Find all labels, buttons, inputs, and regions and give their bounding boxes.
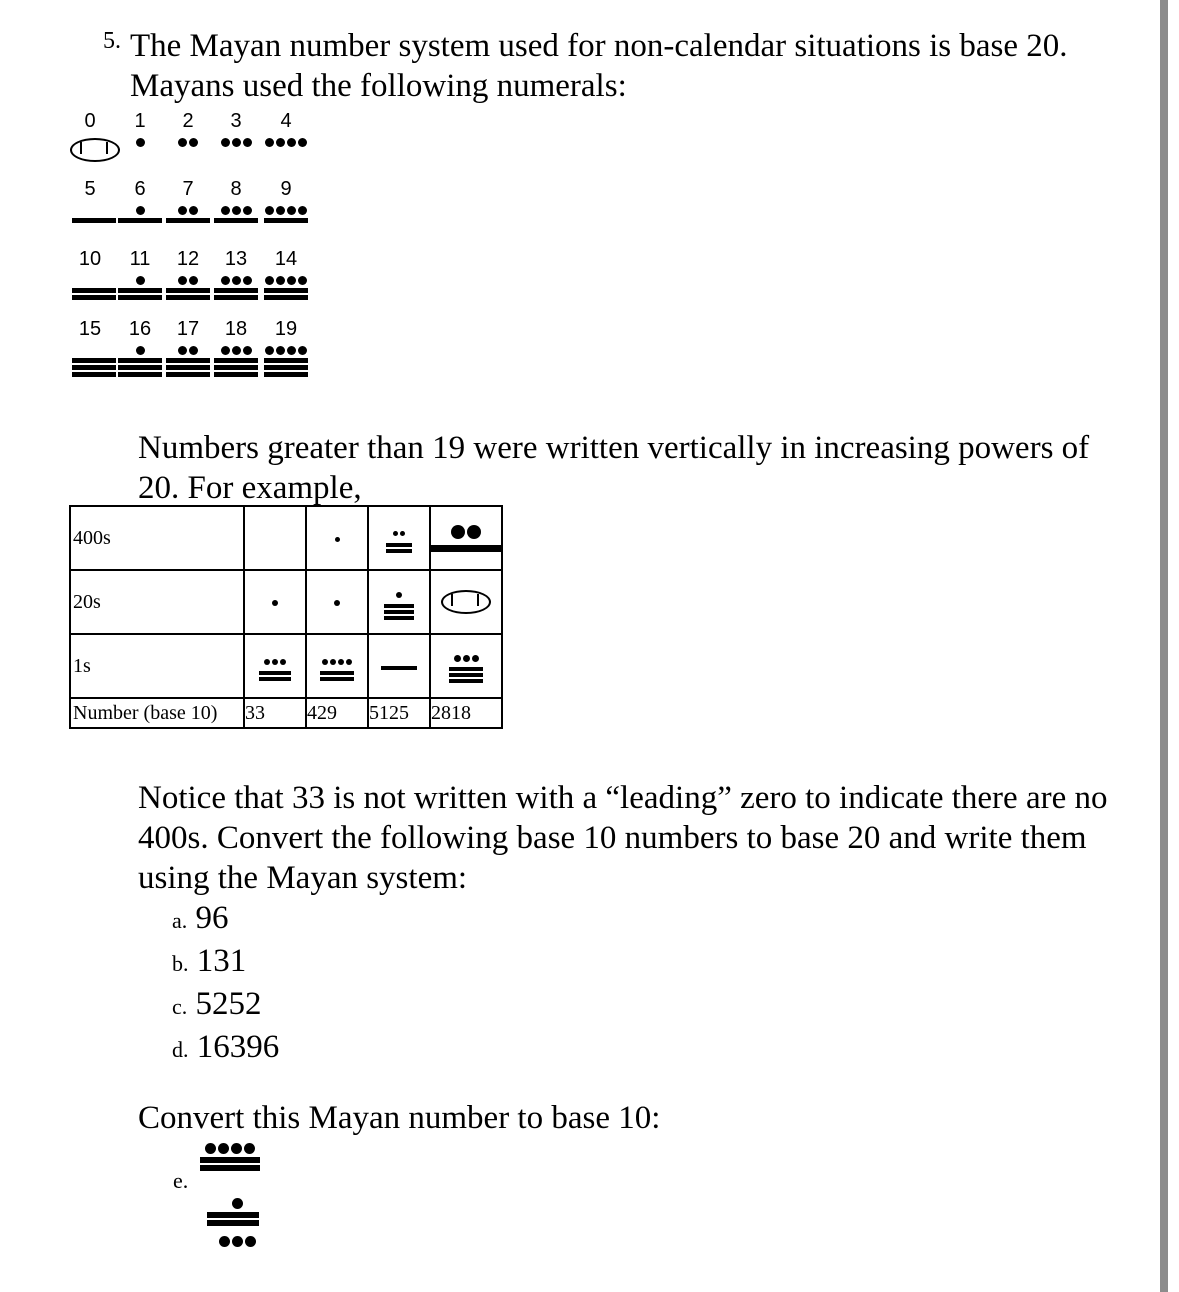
paragraph-instructions: Notice that 33 is not written with a “leading” zero to indicate there are no 400s. Convert the following base 10 numbers to base 20 and write them using the Mayan system: [138, 780, 1108, 896]
numeral-label-12: 12 [176, 248, 200, 270]
cell-5125-1s [368, 634, 430, 698]
cell-429-1s [306, 634, 368, 698]
numeral-16 [118, 346, 162, 377]
row-number-base10 [70, 698, 502, 728]
numeral-chart [70, 110, 320, 390]
numeral-label-14: 14 [274, 248, 298, 270]
row-20s [70, 570, 502, 634]
cell-429-400s [306, 506, 368, 570]
problem-item [172, 1027, 279, 1070]
problem-item [172, 898, 279, 941]
numeral-label-19: 19 [274, 318, 298, 340]
row-400s [70, 506, 502, 570]
item-value: 96 [195, 900, 229, 936]
numeral-12 [166, 276, 210, 300]
numeral-label-0: 0 [84, 110, 96, 132]
cell-2818-400s [430, 506, 502, 570]
numeral-1 [118, 138, 162, 148]
cell-2818-1s [430, 634, 502, 698]
numeral-label-16: 16 [128, 318, 152, 340]
numeral-label-18: 18 [224, 318, 248, 340]
item-letter: d. [172, 1037, 189, 1062]
numeral-13 [214, 276, 258, 300]
numeral-15 [72, 346, 116, 377]
item-e-letter: e. [173, 1168, 189, 1193]
shell-icon [441, 590, 491, 614]
numeral-9 [264, 206, 308, 223]
numeral-label-1: 1 [134, 110, 146, 132]
item-value: 16396 [196, 1029, 280, 1065]
item-letter: b. [172, 951, 189, 976]
numeral-label-11: 11 [129, 248, 151, 270]
intro-text: The Mayan number system used for non-calendar situations is base 20. Mayans used the following numerals: [130, 28, 1068, 104]
row-label-1s: 1s [70, 634, 244, 698]
number-5125: 5125 [368, 698, 430, 728]
numeral-17 [166, 346, 210, 377]
cell-33-20s [244, 570, 306, 634]
numeral-6 [118, 206, 162, 223]
question-number: 5. [103, 28, 121, 54]
numeral-label-13: 13 [224, 248, 248, 270]
numeral-label-15: 15 [78, 318, 102, 340]
numeral-label-3: 3 [230, 110, 242, 132]
paragraph-powers: Numbers greater than 19 were written vertically in increasing powers of 20. For example, [138, 430, 1090, 506]
numeral-label-8: 8 [230, 178, 242, 200]
mayan-number-lower [207, 1198, 267, 1248]
numeral-5 [72, 206, 116, 223]
problem-item [172, 941, 279, 984]
numeral-label-17: 17 [176, 318, 200, 340]
item-letter: a. [172, 908, 188, 933]
numeral-7 [166, 206, 210, 223]
row-label-number: Number (base 10) [70, 698, 244, 728]
cell-33-400s [244, 506, 306, 570]
cell-5125-20s [368, 570, 430, 634]
numeral-label-9: 9 [280, 178, 292, 200]
cell-429-20s [306, 570, 368, 634]
number-33: 33 [244, 698, 306, 728]
example-table [69, 505, 503, 729]
numeral-8 [214, 206, 258, 223]
numeral-0 [70, 138, 114, 162]
paragraph-convert: Convert this Mayan number to base 10: [138, 1100, 661, 1136]
cell-33-1s [244, 634, 306, 698]
numeral-2 [166, 138, 210, 148]
numeral-label-4: 4 [280, 110, 292, 132]
item-value: 131 [196, 943, 247, 979]
item-value: 5252 [195, 986, 262, 1022]
item-letter: c. [172, 994, 188, 1019]
number-429: 429 [306, 698, 368, 728]
page-edge [1160, 0, 1168, 1292]
numeral-19 [264, 346, 308, 377]
cell-2818-20s [430, 570, 502, 634]
numeral-label-7: 7 [182, 178, 194, 200]
cell-5125-400s [368, 506, 430, 570]
numeral-label-10: 10 [78, 248, 102, 270]
numeral-18 [214, 346, 258, 377]
numeral-label-2: 2 [182, 110, 194, 132]
row-label-400s: 400s [70, 506, 244, 570]
number-2818: 2818 [430, 698, 502, 728]
numeral-label-5: 5 [84, 178, 96, 200]
row-label-20s: 20s [70, 570, 244, 634]
numeral-10 [72, 276, 116, 300]
row-1s [70, 634, 502, 698]
problem-item [172, 984, 279, 1027]
shell-icon [70, 138, 120, 162]
problem-list [172, 898, 279, 1070]
numeral-3 [214, 138, 258, 148]
numeral-label-6: 6 [134, 178, 146, 200]
mayan-number-upper [200, 1143, 260, 1171]
numeral-4 [264, 138, 308, 148]
numeral-11 [118, 276, 162, 300]
numeral-14 [264, 276, 308, 300]
